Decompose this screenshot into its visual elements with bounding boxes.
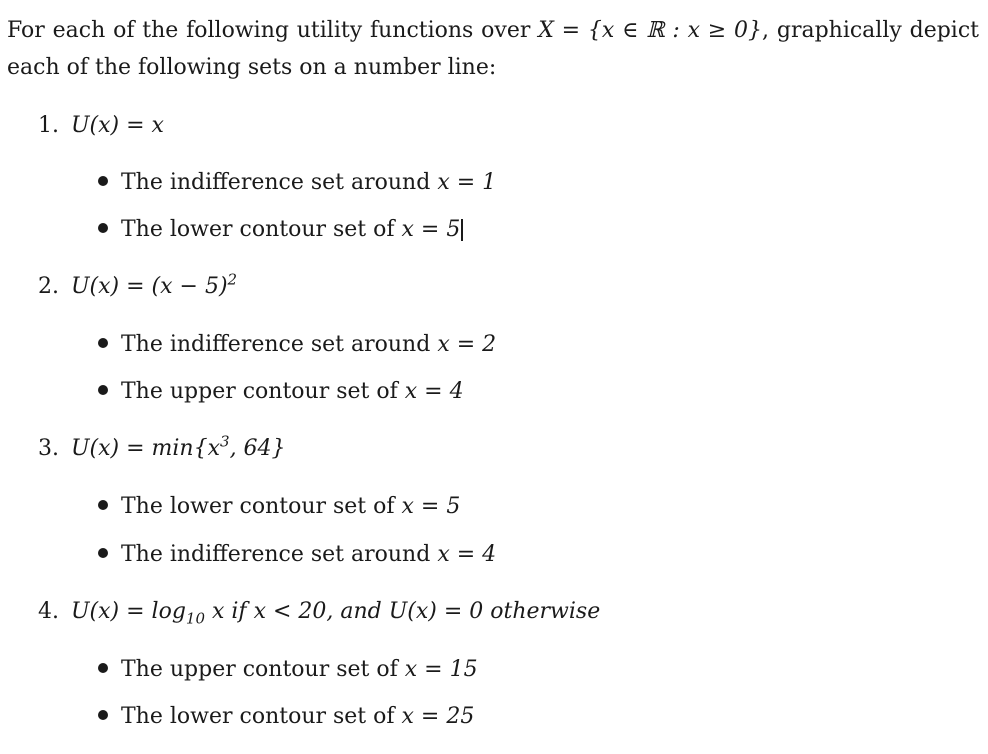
utility-function-base: U(x) = (x − 5) [71, 274, 228, 299]
bullet-math: x = 25 [401, 704, 475, 729]
bullet-text: The indifference set around [121, 542, 438, 567]
problem-2-heading [38, 272, 237, 302]
bullet-math: x = 15 [404, 657, 478, 682]
bullet-dot [98, 548, 108, 558]
bullet-text: The upper contour set of [121, 657, 405, 682]
bullet-dot [98, 176, 108, 186]
bullet-dot [98, 385, 108, 395]
bullet-dot [98, 223, 108, 233]
problem-4-bullet-1 [98, 655, 478, 685]
problem-3-heading [38, 434, 286, 464]
problem-3-bullet-2 [98, 540, 496, 570]
utility-function-exponent: 2 [227, 270, 238, 289]
intro-text-end: , graphically depict each of the following sets on a number line: [7, 18, 979, 80]
bullet-math: x = 4 [437, 542, 497, 567]
problem-number: 4. [38, 599, 59, 624]
intro-text-start: For each of the following utility functions over [7, 18, 539, 43]
problem-1-heading [38, 111, 164, 141]
bullet-dot [98, 663, 108, 673]
problem-1-bullet-2 [98, 215, 463, 245]
bullet-text: The indifference set around [121, 332, 438, 357]
bullet-math: x = 2 [437, 332, 497, 357]
bullet-math: x = 5 [401, 494, 461, 519]
bullet-dot [98, 500, 108, 510]
utility-function-base: U(x) = min{x [71, 436, 221, 461]
bullet-dot [98, 710, 108, 720]
utility-function-tail: , 64} [229, 436, 286, 461]
problem-4-bullet-2 [98, 702, 474, 732]
problem-3-bullet-1 [98, 492, 460, 522]
intro-set-math: X = {x ∈ ℝ : x ≥ 0} [538, 18, 763, 43]
bullet-text: The lower contour set of [121, 494, 402, 519]
bullet-math: x = 4 [404, 379, 464, 404]
problem-2-bullet-1 [98, 330, 496, 360]
intro-paragraph [7, 12, 979, 86]
utility-function [71, 432, 286, 461]
problem-number: 1. [38, 113, 59, 138]
problem-1-bullet-1 [98, 168, 496, 198]
utility-function [71, 599, 601, 628]
utility-function-exponent: 3 [220, 432, 230, 451]
utility-function-base: U(x) = log [71, 599, 186, 624]
bullet-text: The indifference set around [121, 170, 438, 195]
utility-function-tail: x if x < 20, and U(x) = 0 otherwise [205, 599, 601, 624]
bullet-text: The lower contour set of [121, 704, 402, 729]
utility-function-subscript: 10 [185, 609, 205, 628]
bullet-text: The upper contour set of [121, 379, 405, 404]
utility-function: U(x) = x [71, 113, 164, 138]
utility-function [71, 270, 238, 299]
problem-number: 3. [38, 436, 59, 461]
bullet-math: x = 5 [401, 217, 461, 242]
bullet-text: The lower contour set of [121, 217, 402, 242]
problem-number: 2. [38, 274, 59, 299]
text-cursor [461, 219, 463, 241]
bullet-dot [98, 338, 108, 348]
problem-4-heading [38, 597, 600, 627]
bullet-math: x = 1 [437, 170, 497, 195]
problem-2-bullet-2 [98, 377, 464, 407]
